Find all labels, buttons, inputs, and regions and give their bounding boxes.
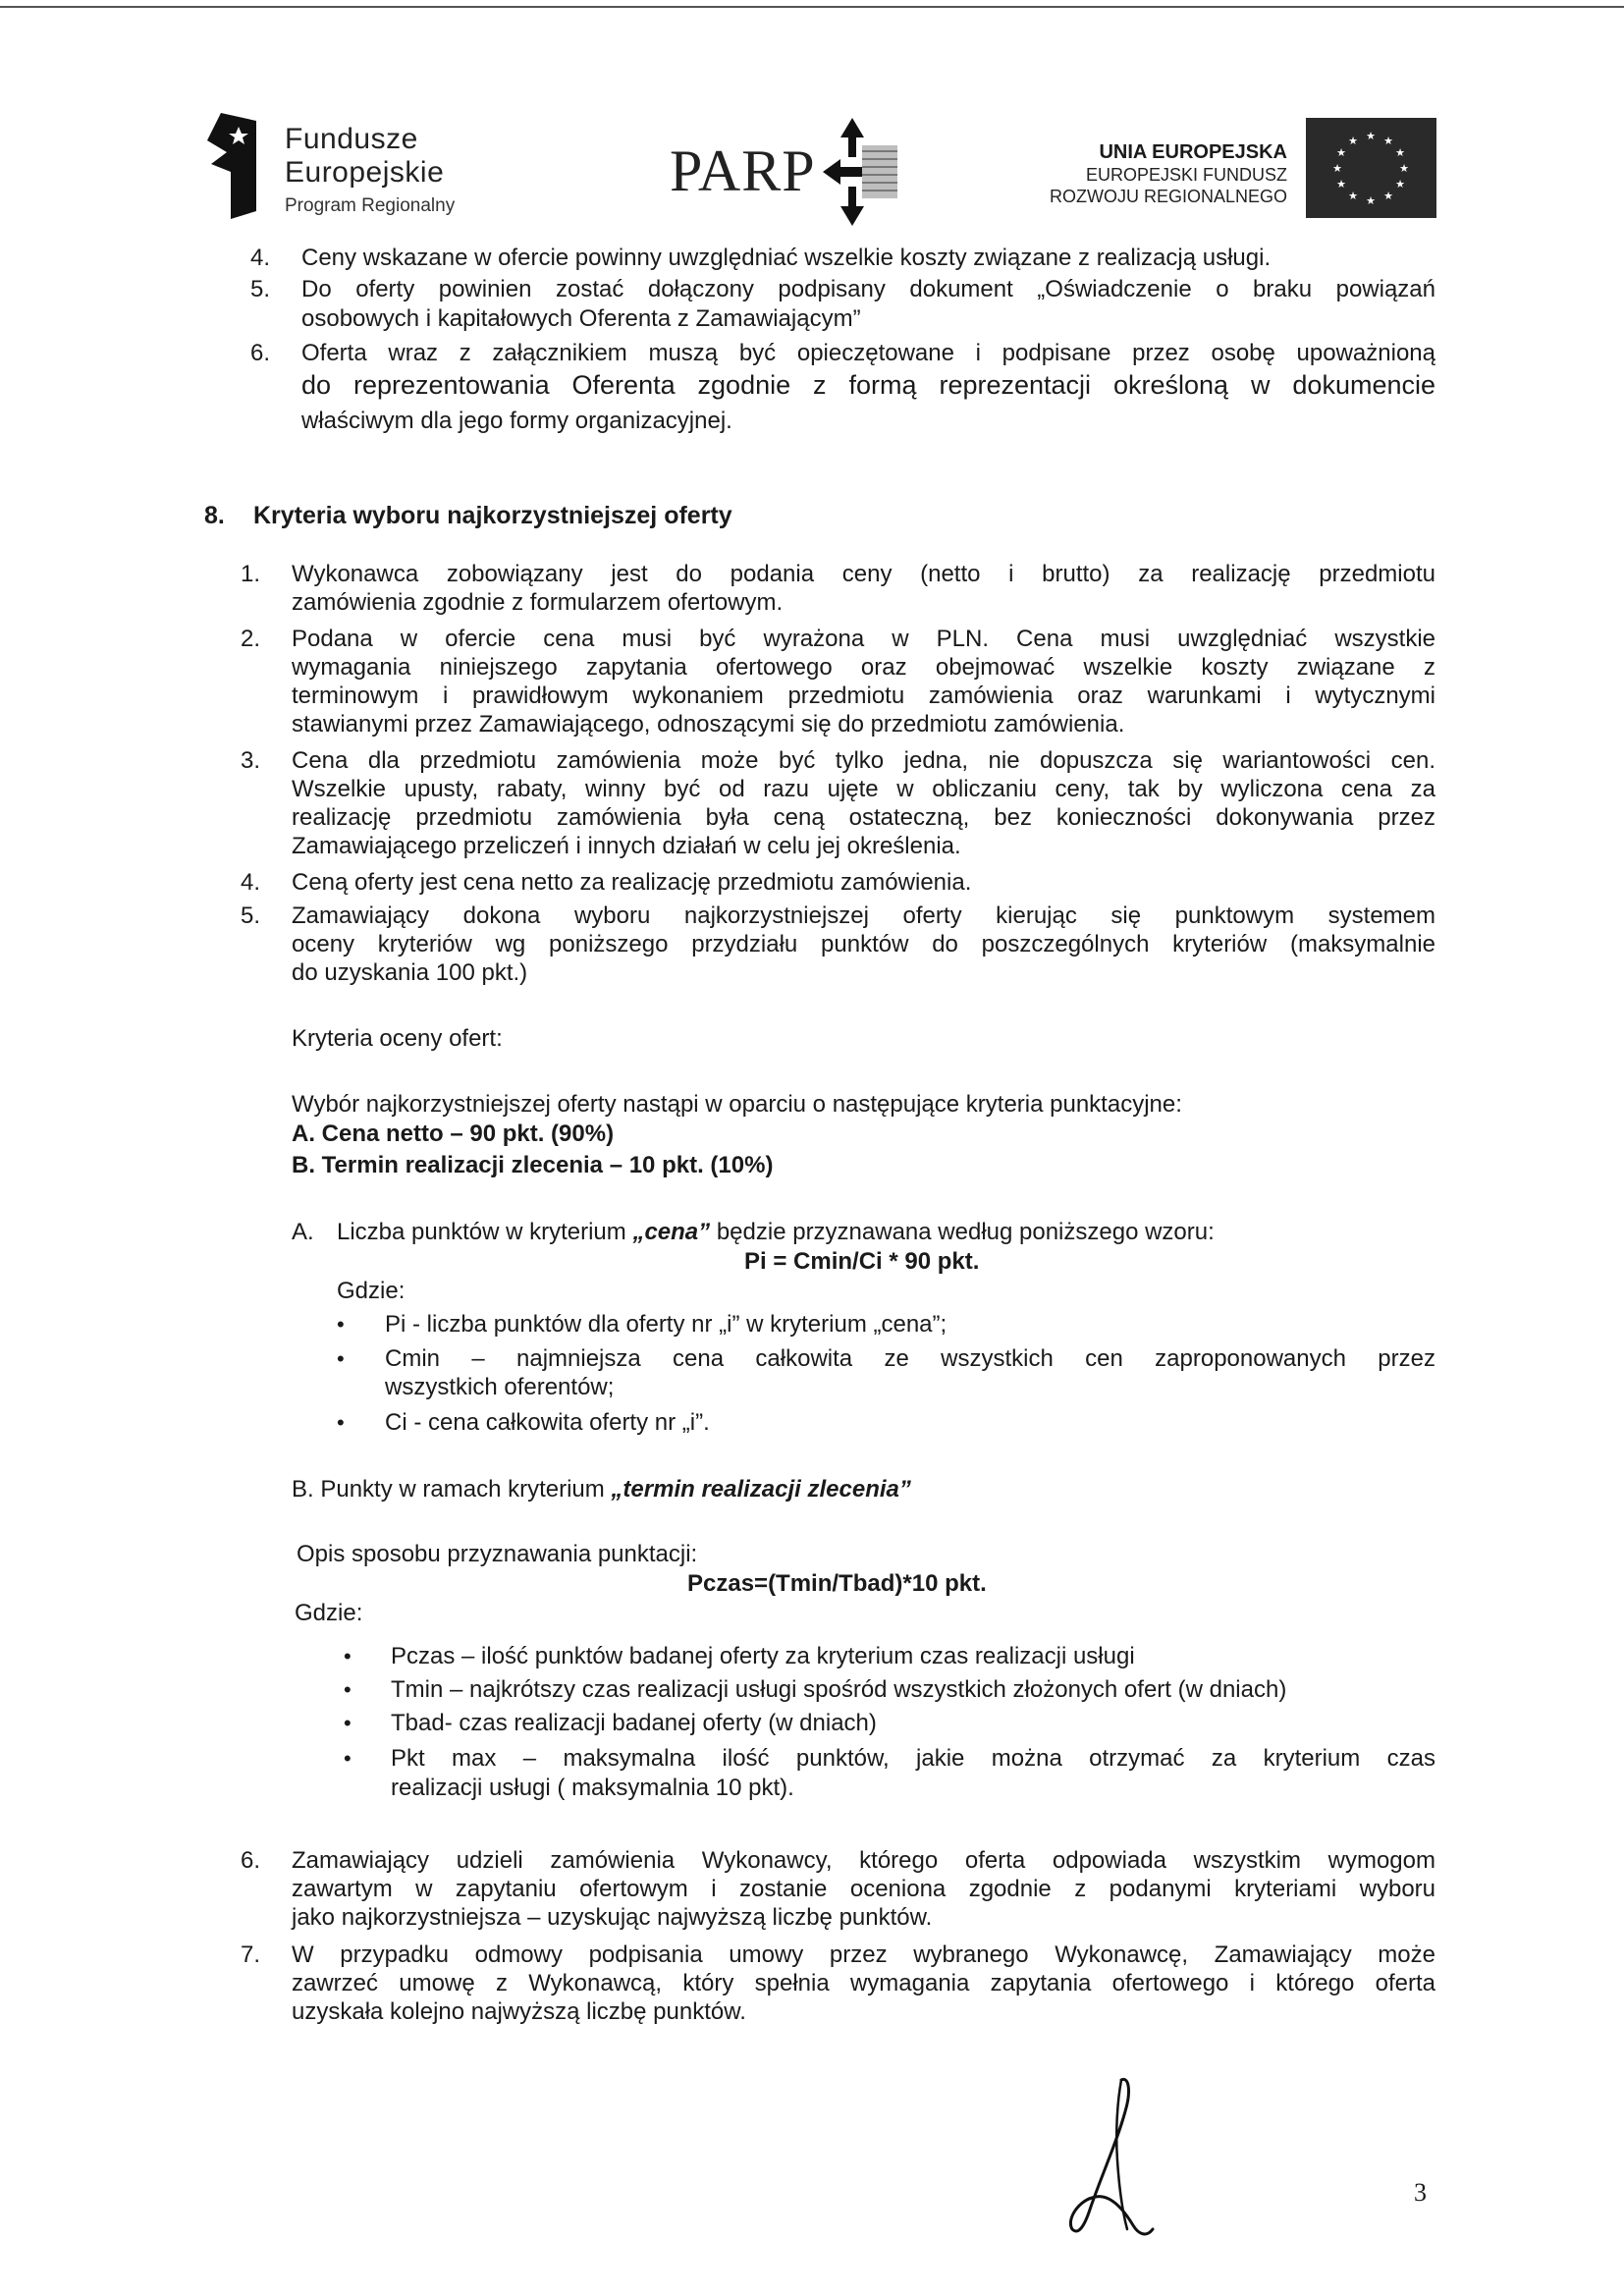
criterion-b: B. Termin realizacji zlecenia – 10 pkt. (10%) <box>292 1152 774 1178</box>
bullet-icon: • <box>337 1312 345 1337</box>
item-7-line-1: W przypadku odmowy podpisania umowy przez wybranego Wykonawcę, Zamawiający może <box>292 1941 1435 1968</box>
wybor-intro: Wybór najkorzystniejszej oferty nastąpi w oparciu o następujące kryteria punktacyjne: <box>292 1091 1182 1118</box>
block-a-intro <box>337 1218 1215 1246</box>
block-a-bullet-1: Pi - liczba punktów dla oferty nr „i” w kryterium „cena”; <box>385 1311 947 1338</box>
parp-logo-text: PARP <box>670 138 816 203</box>
kryteria-oceny-label: Kryteria oceny ofert: <box>292 1025 503 1052</box>
block-b-formula: Pczas=(Tmin/Tbad)*10 pkt. <box>687 1570 987 1597</box>
parp-arrows-icon <box>823 118 901 226</box>
block-a-bullet-2-line-1: Cmin – najmniejsza cena całkowita ze wszystkich cen zaproponowanych przez <box>385 1345 1435 1372</box>
top-border-line <box>0 6 1624 8</box>
block-b-bullet-2: Tmin – najkrótszy czas realizacji usługi spośród wszystkich złożonych ofert (w dniach) <box>391 1676 1287 1703</box>
prev-item-6-number: 6. <box>250 340 271 366</box>
prev-item-6-line-2: do reprezentowania Oferenta zgodnie z formą reprezentacji określoną w dokumencie <box>301 370 1435 400</box>
item-5-line-3: do uzyskania 100 pkt.) <box>292 959 528 986</box>
ue-fund-line1: EUROPEJSKI FUNDUSZ <box>1085 165 1287 185</box>
svg-text:★: ★ <box>1395 146 1405 159</box>
svg-text:★: ★ <box>1366 130 1376 142</box>
block-b-bullet-4-line-2: realizacji usługi ( maksymalnia 10 pkt). <box>391 1775 794 1801</box>
item-2-line-4: stawianymi przez Zamawiającego, odnoszącymi się do przedmiotu zamówienia. <box>292 711 1125 738</box>
block-b-bullet-1: Pczas – ilość punktów badanej oferty za kryterium czas realizacji usługi <box>391 1643 1135 1669</box>
ue-fund-line2: ROZWOJU REGIONALNEGO <box>1049 187 1287 206</box>
item-1-line-2: zamówienia zgodnie z formularzem ofertowym. <box>292 589 784 616</box>
item-6-number: 6. <box>241 1847 261 1874</box>
criterion-a: A. Cena netto – 90 pkt. (90%) <box>292 1121 615 1147</box>
item-4-number: 4. <box>241 869 261 896</box>
fundusze-europejskie-emblem-icon <box>201 113 256 219</box>
svg-text:★: ★ <box>1348 190 1358 202</box>
eu-flag-icon <box>1306 118 1436 218</box>
prev-item-6-line-3: właściwym dla jego formy organizacyjnej. <box>301 408 732 434</box>
item-5-line-2: oceny kryteriów wg poniższego przydziału punktów do poszczególnych kryteriów (maksymalnie <box>292 931 1435 957</box>
item-2-line-2: wymagania niniejszego zapytania ofertowego oraz obejmować wszelkie koszty związane z <box>292 654 1435 681</box>
europejskie-text: Europejskie <box>285 156 445 189</box>
block-b-gdzie: Gdzie: <box>295 1600 363 1626</box>
block-a-intro-emphasis: „cena” <box>632 1219 711 1245</box>
bullet-icon: • <box>337 1410 345 1435</box>
svg-text:★: ★ <box>1332 162 1342 175</box>
svg-text:★: ★ <box>1348 135 1358 147</box>
prev-item-5-line-1: Do oferty powinien zostać dołączony podpisany dokument „Oświadczenie o braku powiązań <box>301 276 1435 302</box>
section-8-title: Kryteria wyboru najkorzystniejszej oferty <box>253 502 732 529</box>
item-2-line-1: Podana w ofercie cena musi być wyrażona w PLN. Cena musi uwzględniać wszystkie <box>292 626 1435 652</box>
block-a-intro-post: będzie przyznawana według poniższego wzoru: <box>710 1219 1215 1245</box>
svg-text:★: ★ <box>1383 135 1393 147</box>
bullet-icon: • <box>337 1346 345 1371</box>
prev-item-4-number: 4. <box>250 245 271 271</box>
page-number: 3 <box>1414 2178 1427 2207</box>
svg-text:★: ★ <box>1336 146 1346 159</box>
item-7-line-3: uzyskała kolejno najwyższą liczbę punktów. <box>292 1998 746 2025</box>
block-b-opis: Opis sposobu przyznawania punktacji: <box>297 1541 698 1567</box>
item-1-number: 1. <box>241 561 261 587</box>
prev-item-4-line-1: Ceny wskazane w ofercie powinny uwzględniać wszelkie koszty związane z realizacją usługi. <box>301 245 1272 271</box>
item-4-line-1: Ceną oferty jest cena netto za realizację przedmiotu zamówienia. <box>292 869 972 896</box>
block-a-bullet-3: Ci - cena całkowita oferty nr „i”. <box>385 1409 710 1436</box>
block-a-bullet-2-line-2: wszystkich oferentów; <box>385 1374 615 1400</box>
block-a-formula: Pi = Cmin/Ci * 90 pkt. <box>744 1248 980 1275</box>
item-3-line-1: Cena dla przedmiotu zamówienia może być tylko jedna, nie dopuszcza się wariantowości cen. <box>292 747 1435 774</box>
bullet-icon: • <box>344 1644 352 1668</box>
prev-item-6-line-1: Oferta wraz z załącznikiem muszą być opieczętowane i podpisane przez osobę upoważnioną <box>301 340 1435 366</box>
prev-item-5-line-2: osobowych i kapitałowych Oferenta z Zamawiającym” <box>301 305 861 332</box>
block-b-bullet-4-line-1: Pkt max – maksymalna ilość punktów, jakie można otrzymać za kryterium czas <box>391 1745 1435 1772</box>
block-a-intro-pre: Liczba punktów w kryterium <box>337 1219 633 1245</box>
program-regionalny-text: Program Regionalny <box>285 195 456 216</box>
svg-text:★: ★ <box>1399 162 1409 175</box>
prev-item-5-number: 5. <box>250 276 271 302</box>
item-3-line-3: realizację przedmiotu zamówienia była ceną ostateczną, bez konieczności dokonywania przez <box>292 804 1435 831</box>
item-7-number: 7. <box>241 1941 261 1968</box>
svg-text:★: ★ <box>1383 190 1393 202</box>
handwritten-signature <box>1060 2072 1168 2239</box>
item-2-line-3: terminowym i prawidłowym wykonaniem przedmiotu zamówienia oraz warunkami i wytycznymi <box>292 683 1435 709</box>
unia-europejska-label <box>1050 140 1287 207</box>
fundusze-text: Fundusze <box>285 123 418 155</box>
bullet-icon: • <box>344 1677 352 1702</box>
item-3-line-2: Wszelkie upusty, rabaty, winny być od razu ujęte w obliczaniu ceny, tak by wyliczona cena za <box>292 776 1435 802</box>
item-7-line-2: zawrzeć umowę z Wykonawcą, który spełnia wymagania zapytania ofertowego i którego oferta <box>292 1970 1435 1996</box>
svg-text:★: ★ <box>1336 178 1346 191</box>
fundusze-europejskie-logo <box>201 113 496 221</box>
item-1-line-1: Wykonawca zobowiązany jest do podania ceny (netto i brutto) za realizację przedmiotu <box>292 561 1435 587</box>
item-5-number: 5. <box>241 902 261 929</box>
item-5-line-1: Zamawiający dokona wyboru najkorzystniejszej oferty kierując się punktowym systemem <box>292 902 1435 929</box>
section-8-number: 8. <box>204 502 225 529</box>
svg-text:★: ★ <box>1366 194 1376 207</box>
block-a-letter: A. <box>292 1219 314 1245</box>
block-a-gdzie: Gdzie: <box>337 1278 406 1304</box>
svg-text:★: ★ <box>1395 178 1405 191</box>
item-2-number: 2. <box>241 626 261 652</box>
block-b-bullet-3: Tbad- czas realizacji badanej oferty (w dniach) <box>391 1710 877 1736</box>
item-3-number: 3. <box>241 747 261 774</box>
item-3-line-4: Zamawiającego przeliczeń i innych działań w celu jej określenia. <box>292 833 961 859</box>
bullet-icon: • <box>344 1746 352 1771</box>
item-6-line-1: Zamawiający udzieli zamówienia Wykonawcy, którego oferta odpowiada wszystkim wymogom <box>292 1847 1435 1874</box>
item-6-line-3: jako najkorzystniejsza – uzyskując najwyższą liczbę punktów. <box>292 1904 933 1931</box>
bullet-icon: • <box>344 1711 352 1735</box>
block-b-intro-pre: B. Punkty w ramach kryterium <box>292 1476 612 1503</box>
block-b-intro-emphasis: „termin realizacji zlecenia” <box>611 1476 911 1503</box>
item-6-line-2: zawartym w zapytaniu ofertowym i zostanie oceniona zgodnie z podanymi kryteriami wyboru <box>292 1876 1435 1902</box>
block-b-intro <box>292 1475 911 1503</box>
ue-title: UNIA EUROPEJSKA <box>1099 141 1287 163</box>
